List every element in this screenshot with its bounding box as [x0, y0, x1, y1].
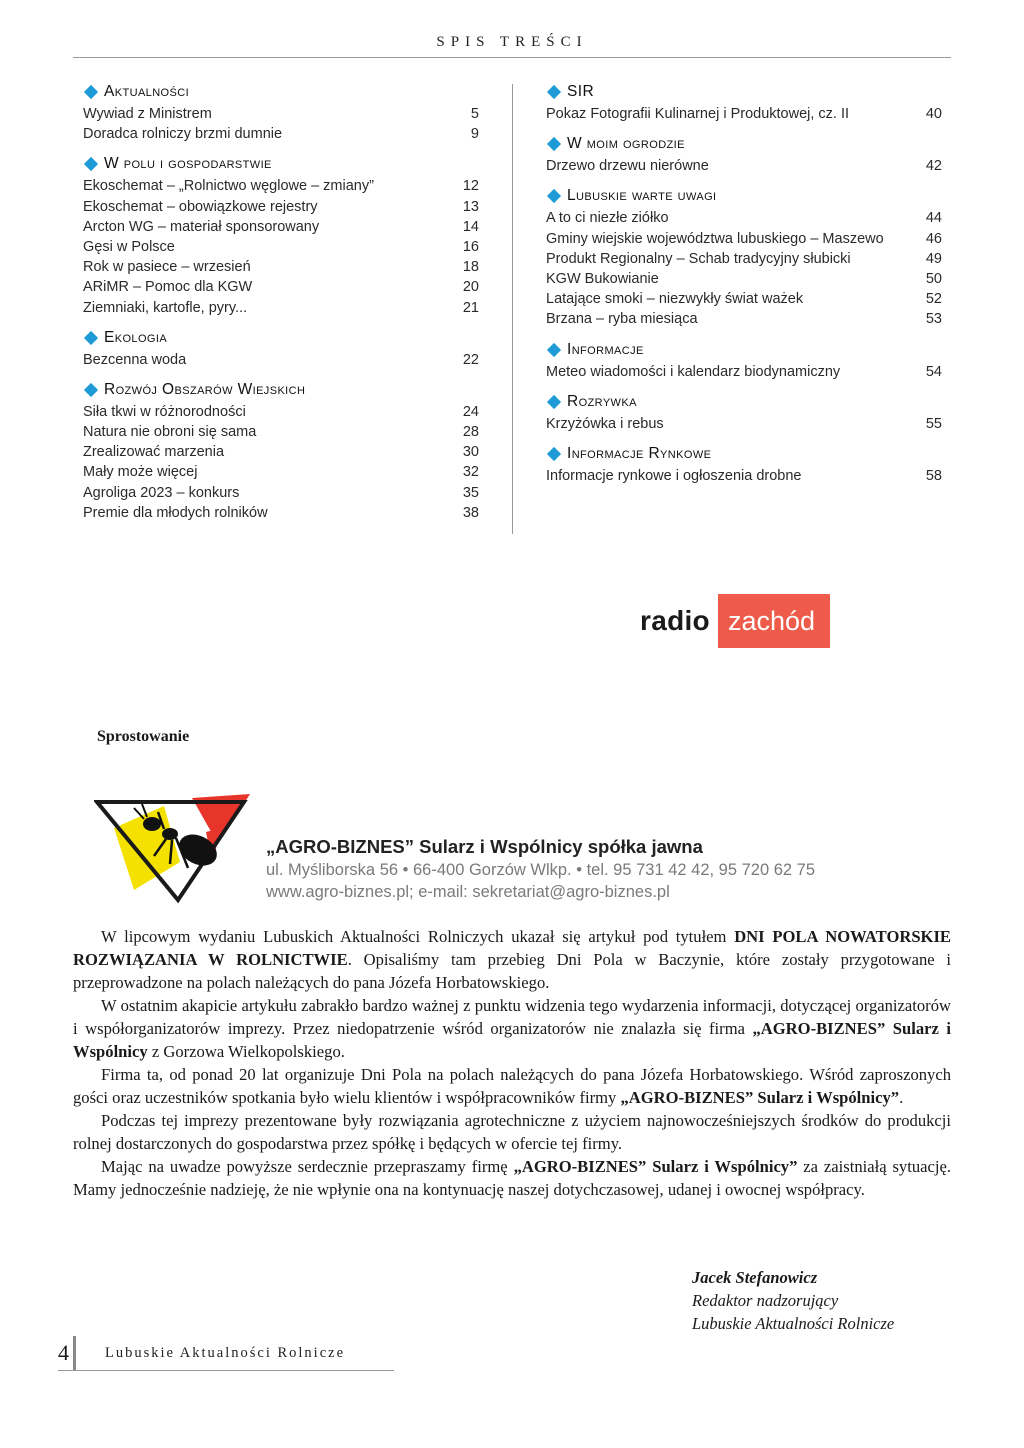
- toc-left-column: [83, 80, 479, 523]
- toc-section-heading: [546, 80, 942, 104]
- toc-entry-page: 42: [925, 158, 942, 175]
- toc-section: [546, 338, 942, 382]
- radio-zachod-logo: [640, 594, 830, 648]
- toc-section-heading: [83, 80, 479, 104]
- toc-entry-title: Natura nie obroni się sama: [83, 424, 257, 441]
- toc-entry[interactable]: [83, 217, 479, 237]
- toc-entry-page: 22: [462, 351, 479, 368]
- toc-entry-title: Drzewo drzewu nierówne: [546, 158, 709, 175]
- toc-entry[interactable]: [83, 176, 479, 196]
- toc-entry-page: 5: [470, 106, 479, 122]
- company-name: „AGRO-BIZNES” Sularz i Wspólnicy spółka jawna: [266, 836, 703, 857]
- toc-section: [83, 152, 479, 317]
- toc-section: [83, 378, 479, 523]
- signature-name: Jacek Stefanowicz: [692, 1268, 818, 1287]
- toc-entry-page: 12: [462, 178, 479, 195]
- agro-biznes-logo-icon: [94, 792, 254, 904]
- toc-entry-page: 14: [462, 218, 479, 235]
- toc-entry-title: Doradca rolniczy brzmi dumnie: [83, 126, 283, 143]
- toc-section: [546, 442, 942, 486]
- toc-section: [546, 184, 942, 329]
- toc-section: [83, 80, 479, 144]
- toc-right-column: [546, 80, 942, 486]
- toc-entry[interactable]: [546, 208, 942, 228]
- toc-section: [546, 132, 942, 176]
- toc-section-title: W moim ogrodzie: [567, 135, 685, 153]
- footer-bar: [73, 1336, 76, 1370]
- toc-entry[interactable]: [83, 442, 479, 462]
- toc-entry-page: 21: [462, 299, 479, 316]
- toc-entry-page: 32: [462, 464, 479, 481]
- diamond-bullet-icon: [84, 383, 98, 397]
- toc-entry-title: Gminy wiejskie województwa lubuskiego – Maszewo: [546, 230, 884, 247]
- toc-entry-title: Premie dla młodych rolników: [83, 504, 268, 521]
- toc-entry-page: 53: [925, 311, 942, 328]
- toc-entry-title: Siła tkwi w różnorodności: [83, 403, 246, 420]
- toc-entry[interactable]: [83, 503, 479, 523]
- toc-entry[interactable]: [83, 257, 479, 277]
- signature-role: Redaktor nadzorujący: [692, 1291, 839, 1310]
- toc-section-title: Informacje Rynkowe: [567, 444, 712, 462]
- toc-section-title: Lubuskie warte uwagi: [567, 187, 717, 205]
- correction-paragraph-1: W lipcowym wydaniu Lubuskich Aktualności Rolniczych ukazał się artykuł pod tytułem DNI POLA NOWATORSKIE ROZWIĄZANIA W ROLNICTWIE. Opisaliśmy tam przebieg Dni Pola w Baczynie, które zostały przygotowane i przeprowadzone na polach należących do pana Józefa Horbatowskiego.: [73, 927, 951, 992]
- toc-entry[interactable]: [546, 414, 942, 434]
- correction-paragraph-3: Firma ta, od ponad 20 lat organizuje Dni Pola na polach należących do pana Józefa Horbatowskiego. Wśród zaproszonych gości oraz uczestników spotkania było wielu klientów i współpracowników firmy „AGRO-BIZNES” Sularz i Wspólnicy”.: [73, 1065, 951, 1107]
- toc-entry[interactable]: [546, 269, 942, 289]
- header-rule: [73, 57, 951, 58]
- correction-body: [73, 925, 951, 1201]
- signature-publication: Lubuskie Aktualności Rolnicze: [692, 1314, 895, 1333]
- toc-entry-page: 28: [462, 424, 479, 441]
- toc-section: [546, 390, 942, 434]
- page-header-title: SPIS TREŚCI: [436, 34, 588, 50]
- toc-entry-page: 30: [462, 444, 479, 461]
- toc-entry-title: Informacje rynkowe i ogłoszenia drobne: [546, 467, 802, 484]
- toc-section: [546, 80, 942, 124]
- toc-section-title: W polu i gospodarstwie: [104, 155, 272, 173]
- toc-entry[interactable]: [83, 462, 479, 482]
- toc-entry[interactable]: [546, 229, 942, 249]
- toc-entry-page: 46: [925, 230, 942, 247]
- toc-entry[interactable]: [83, 104, 479, 124]
- toc-entry[interactable]: [546, 309, 942, 329]
- toc-section-title: Ekologia: [104, 328, 168, 346]
- toc-entry[interactable]: [83, 298, 479, 318]
- toc-entry-title: Bezcenna woda: [83, 351, 187, 368]
- toc-section-title: Rozrywka: [567, 392, 637, 410]
- toc-entry[interactable]: [83, 422, 479, 442]
- toc-entry-title: Ziemniaki, kartofle, pyry...: [83, 299, 248, 316]
- toc-entry-page: 52: [925, 291, 942, 308]
- toc-entry-title: Pokaz Fotografii Kulinarnej i Produktowej, cz. II: [546, 106, 850, 122]
- correction-paragraph-5: Mając na uwadze powyższe serdecznie przepraszamy firmę „AGRO-BIZNES” Sularz i Wspólnicy” za zaistniałą sytuację. Mamy jednocześnie nadzieję, że nie wpłynie ona na kontynuację naszej dotychczasowej, udanej i owocnej współpracy.: [73, 1157, 951, 1199]
- toc-entry-title: Gęsi w Polsce: [83, 238, 175, 255]
- toc-section-title: Aktualności: [104, 83, 190, 100]
- toc-entry-page: 20: [462, 279, 479, 296]
- diamond-bullet-icon: [547, 137, 561, 151]
- toc-entry-page: 55: [925, 415, 942, 432]
- toc-entry-title: Wywiad z Ministrem: [83, 106, 212, 122]
- toc-entry[interactable]: [83, 402, 479, 422]
- correction-paragraph-2: W ostatnim akapicie artykułu zabrakło bardzo ważnej z punktu widzenia tego wydarzenia informacji, dotyczącej organizatorów i współorganizatorów imprezy. Przez niedopatrzenie wśród organizatorów nie znalazła się firma „AGRO-BIZNES” Sularz i Wspólnicy z Gorzowa Wielkopolskiego.: [73, 996, 951, 1061]
- correction-heading: Sprostowanie: [97, 728, 190, 745]
- company-address: ul. Myśliborska 56 • 66-400 Gorzów Wlkp. • tel. 95 731 42 42, 95 720 62 75: [266, 861, 816, 879]
- toc-entry[interactable]: [83, 350, 479, 370]
- toc-entry-page: 44: [925, 210, 942, 227]
- toc-entry-page: 58: [925, 467, 942, 484]
- toc-entry-page: 9: [470, 126, 479, 143]
- diamond-bullet-icon: [84, 85, 98, 99]
- toc-section-heading: [546, 442, 942, 466]
- footer-page-number: 4: [58, 1340, 69, 1365]
- toc-entry-page: 49: [925, 250, 942, 267]
- signature-block: [692, 1266, 894, 1335]
- toc-entry[interactable]: [83, 197, 479, 217]
- toc-entry-title: Brzana – ryba miesiąca: [546, 311, 698, 328]
- toc-entry[interactable]: [83, 277, 479, 297]
- radio-logo-box: zachód: [718, 594, 830, 648]
- toc-entry-title: Meteo wiadomości i kalendarz biodynamiczny: [546, 363, 841, 380]
- toc-entry-title: Zrealizować marzenia: [83, 444, 225, 461]
- toc-section-heading: [546, 338, 942, 362]
- toc-section-heading: [546, 132, 942, 156]
- toc-entry-title: Agroliga 2023 – konkurs: [83, 484, 240, 501]
- toc-entry-title: Ekoschemat – obowiązkowe rejestry: [83, 198, 318, 215]
- toc-entry-title: A to ci niezłe ziółko: [546, 210, 669, 227]
- toc-entry-page: 16: [462, 238, 479, 255]
- toc-divider: [512, 84, 513, 534]
- toc-entry-title: Ekoschemat – „Rolnictwo węglowe – zmiany”: [83, 178, 374, 195]
- footer-rule: [58, 1370, 394, 1371]
- toc-entry-page: 40: [925, 106, 942, 122]
- toc-entry-page: 18: [462, 259, 479, 276]
- footer-title: Lubuskie Aktualności Rolnicze: [105, 1345, 346, 1361]
- correction-paragraph-4: Podczas tej imprezy prezentowane były rozwiązania agrotechniczne z użyciem najnowocześniejszych środków do produkcji rolnej dostarczonych do gospodarstwa przez spółkę i będących w ofercie tej firmy.: [73, 1111, 951, 1153]
- toc-section-title: SIR: [567, 83, 595, 100]
- toc-entry-page: 54: [925, 363, 942, 380]
- toc-section-heading: [83, 152, 479, 176]
- toc-entry[interactable]: [546, 249, 942, 269]
- toc-entry-title: Mały może więcej: [83, 464, 198, 481]
- toc-section-title: Informacje: [567, 340, 644, 358]
- toc-entry[interactable]: [546, 156, 942, 176]
- toc-entry-title: Rok w pasiece – wrzesień: [83, 259, 251, 276]
- toc-entry-title: Latające smoki – niezwykły świat ważek: [546, 291, 804, 308]
- diamond-bullet-icon: [547, 342, 561, 356]
- toc-entry-title: Arcton WG – materiał sponsorowany: [83, 218, 320, 235]
- toc-section-title: Rozwój Obszarów Wiejskich: [104, 380, 306, 398]
- toc-entry-title: KGW Bukowianie: [546, 270, 659, 287]
- toc-section-heading: [83, 378, 479, 402]
- toc-entry[interactable]: [546, 289, 942, 309]
- toc-entry-page: 38: [462, 504, 479, 521]
- toc-entry[interactable]: [83, 124, 479, 144]
- toc-entry[interactable]: [546, 466, 942, 486]
- toc-entry-page: 24: [462, 403, 479, 420]
- diamond-bullet-icon: [547, 447, 561, 461]
- toc-entry[interactable]: [83, 483, 479, 503]
- toc-entry-page: 50: [925, 270, 942, 287]
- toc-section-heading: [83, 326, 479, 350]
- diamond-bullet-icon: [547, 395, 561, 409]
- toc-entry-page: 13: [462, 198, 479, 215]
- diamond-bullet-icon: [547, 189, 561, 203]
- diamond-bullet-icon: [84, 157, 98, 171]
- radio-logo-word: radio: [640, 605, 710, 636]
- toc-entry[interactable]: [546, 362, 942, 382]
- toc-entry-title: Produkt Regionalny – Schab tradycyjny słubicki: [546, 250, 851, 267]
- toc-entry-title: Krzyżówka i rebus: [546, 415, 664, 432]
- diamond-bullet-icon: [547, 85, 561, 99]
- toc-entry-title: ARiMR – Pomoc dla KGW: [83, 279, 253, 296]
- diamond-bullet-icon: [84, 331, 98, 345]
- toc-entry[interactable]: [83, 237, 479, 257]
- toc-entry[interactable]: [546, 104, 942, 124]
- toc-section-heading: [546, 184, 942, 208]
- company-web-email: www.agro-biznes.pl; e-mail: sekretariat@agro-biznes.pl: [266, 883, 670, 901]
- toc-entry-page: 35: [462, 484, 479, 501]
- toc-section: [83, 326, 479, 370]
- toc-section-heading: [546, 390, 942, 414]
